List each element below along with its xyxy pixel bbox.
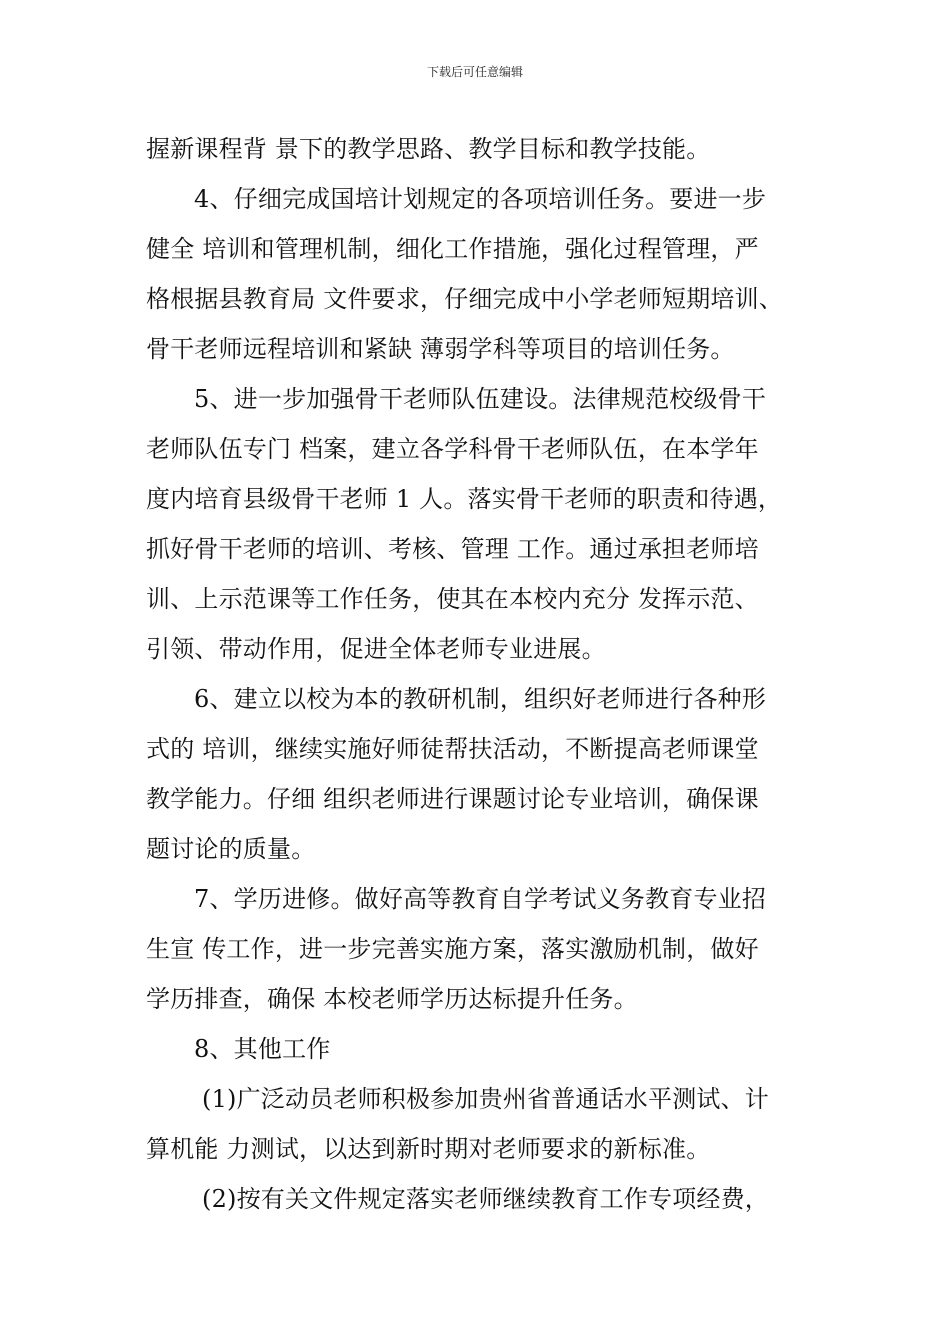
paragraph-8-heading: 8、其他工作 [194, 1035, 331, 1063]
body-line: 格根据县教育局 文件要求，仔细完成中小学老师短期培训、 [146, 285, 784, 313]
document-body [146, 124, 806, 1224]
body-line: 生宣 传工作，进一步完善实施方案，落实激励机制，做好 [146, 935, 759, 963]
body-line: 抓好骨干老师的培训、考核、管理 工作。通过承担老师培 [146, 535, 759, 563]
body-line: 度内培育县级骨干老师 1 人。落实骨干老师的职责和待遇， [146, 485, 783, 513]
body-line: 握新课程背 景下的教学思路、教学目标和教学技能。 [146, 135, 711, 163]
body-line: 引领、带动作用，促进全体老师专业进展。 [146, 635, 606, 663]
body-line: 教学能力。仔细 组织老师进行课题讨论专业培训，确保课 [146, 785, 759, 813]
paragraph-4-start: 4、仔细完成国培计划规定的各项培训任务。要进一步 [194, 185, 767, 213]
body-line: 骨干老师远程培训和紧缺 薄弱学科等项目的培训任务。 [146, 335, 735, 363]
body-line: 算机能 力测试，以达到新时期对老师要求的新标准。 [146, 1135, 711, 1163]
body-line: 老师队伍专门 档案，建立各学科骨干老师队伍，在本学年 [146, 435, 759, 463]
body-line: 训、上示范课等工作任务，使其在本校内充分 发挥示范、 [146, 585, 759, 613]
page-header: 下载后可任意编辑 [426, 65, 523, 79]
item-2-start: (2)按有关文件规定落实老师继续教育工作专项经费， [202, 1185, 769, 1213]
body-line: 题讨论的质量。 [146, 835, 316, 863]
paragraph-6-start: 6、建立以校为本的教研机制，组织好老师进行各种形 [194, 685, 767, 713]
body-line: 健全 培训和管理机制，细化工作措施，强化过程管理，严 [146, 235, 759, 263]
paragraph-7-start: 7、学历进修。做好高等教育自学考试义务教育专业招 [194, 885, 767, 913]
item-1-start: (1)广泛动员老师积极参加贵州省普通话水平测试、计 [202, 1085, 769, 1113]
paragraph-5-start: 5、进一步加强骨干老师队伍建设。法律规范校级骨干 [194, 385, 767, 413]
body-line: 学历排查，确保 本校老师学历达标提升任务。 [146, 985, 638, 1013]
body-line: 式的 培训，继续实施好师徒帮扶活动，不断提高老师课堂 [146, 735, 759, 763]
